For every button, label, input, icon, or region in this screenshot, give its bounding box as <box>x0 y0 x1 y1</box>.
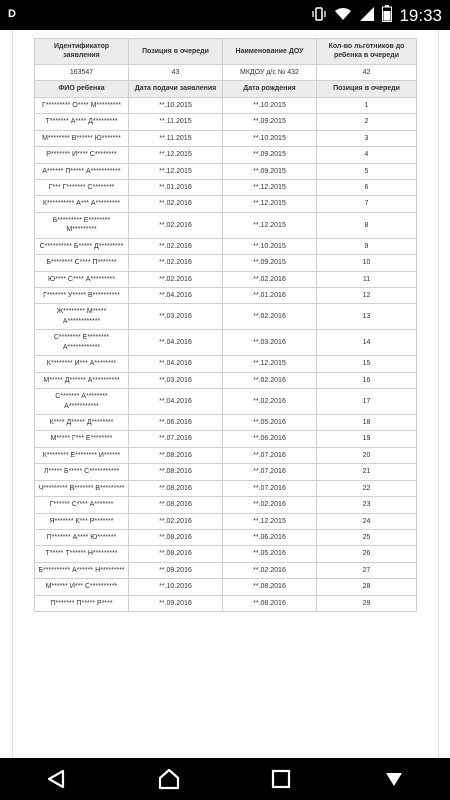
birth-date-cell: **.02.2016 <box>223 304 317 330</box>
header-position: Позиция в очереди <box>317 81 417 97</box>
application-date-cell: **.02.2016 <box>129 238 223 254</box>
application-date-cell: **.02.2016 <box>129 212 223 238</box>
page-content <box>0 30 450 758</box>
birth-date-cell: **.12.2015 <box>223 196 317 212</box>
table-row <box>35 530 417 546</box>
birth-date-cell: **.05.2016 <box>223 414 317 430</box>
position-cell: 12 <box>317 288 417 304</box>
header-application-id: Идентификатор заявления <box>35 39 129 65</box>
table-row <box>35 389 417 415</box>
birth-date-cell: **.02.2016 <box>223 372 317 388</box>
status-time: 19:33 <box>399 6 442 25</box>
table-row <box>35 130 417 146</box>
table-row <box>35 288 417 304</box>
application-date-cell: **.03.2016 <box>129 304 223 330</box>
child-name-cell: Г********* О**** М********* <box>35 97 129 113</box>
position-cell: 8 <box>317 212 417 238</box>
child-name-cell: Л***** Б***** С*********** <box>35 464 129 480</box>
position-cell: 25 <box>317 530 417 546</box>
birth-date-cell: **.10.2015 <box>223 97 317 113</box>
position-cell: 28 <box>317 579 417 595</box>
child-name-cell: С********** Б***** Д********* <box>35 238 129 254</box>
table-row <box>35 163 417 179</box>
birth-date-cell: **.01.2016 <box>223 288 317 304</box>
child-name-cell: М***** Д****** А********** <box>35 372 129 388</box>
application-date-cell: **.04.2016 <box>129 330 223 356</box>
application-date-cell: **.08.2016 <box>129 530 223 546</box>
child-name-cell: К******** Е******** И****** <box>35 447 129 463</box>
application-date-cell: **.04.2016 <box>129 356 223 372</box>
child-name-cell: М***** Г*** Е******** <box>35 431 129 447</box>
position-cell: 6 <box>317 179 417 195</box>
recent-apps-icon <box>271 769 291 789</box>
header-privileged-count: Кол-во льготников до ребенка в очереди <box>317 39 417 65</box>
application-date-cell: **.11.2015 <box>129 114 223 130</box>
table-row <box>35 330 417 356</box>
position-cell: 14 <box>317 330 417 356</box>
application-date-cell: **.02.2016 <box>129 513 223 529</box>
birth-date-cell: **.02.2016 <box>223 271 317 287</box>
birth-date-cell: **.03.2016 <box>223 330 317 356</box>
home-icon <box>157 767 181 791</box>
position-cell: 4 <box>317 147 417 163</box>
position-cell: 23 <box>317 497 417 513</box>
child-name-cell: Г****** С**** А******* <box>35 497 129 513</box>
value-privileged-count: 42 <box>317 64 417 80</box>
application-date-cell: **.04.2016 <box>129 288 223 304</box>
position-cell: 13 <box>317 304 417 330</box>
birth-date-cell: **.09.2015 <box>223 163 317 179</box>
child-name-cell: Т******* А**** Д********* <box>35 114 129 130</box>
position-cell: 11 <box>317 271 417 287</box>
header-application-date: Дата подачи заявления <box>129 81 223 97</box>
child-name-cell: Р******* И**** С******** <box>35 147 129 163</box>
child-name-cell: К********** А*** А********* <box>35 196 129 212</box>
application-date-cell: **.08.2016 <box>129 497 223 513</box>
application-date-cell: **.08.2016 <box>129 464 223 480</box>
child-name-cell: Г******* У***** В********** <box>35 288 129 304</box>
table-row <box>35 595 417 611</box>
application-date-cell: **.10.2015 <box>129 97 223 113</box>
table-row <box>35 97 417 113</box>
table-row <box>35 372 417 388</box>
position-cell: 3 <box>317 130 417 146</box>
table-row <box>35 196 417 212</box>
table-row <box>35 356 417 372</box>
table-row <box>35 147 417 163</box>
child-name-cell: К******** И*** А******** <box>35 356 129 372</box>
application-date-cell: **.07.2016 <box>129 431 223 447</box>
status-bar <box>0 0 450 30</box>
birth-date-cell: **.09.2015 <box>223 147 317 163</box>
table-row <box>35 562 417 578</box>
birth-date-cell: **.12.2015 <box>223 356 317 372</box>
child-name-cell: Г*** Г******* С******** <box>35 179 129 195</box>
table-row <box>35 414 417 430</box>
table-row <box>35 238 417 254</box>
child-name-cell: Б********* Е******** М********* <box>35 212 129 238</box>
table-row <box>35 304 417 330</box>
header-birth-date: Дата рождения <box>223 81 317 97</box>
position-cell: 29 <box>317 595 417 611</box>
application-date-cell: **.10.2016 <box>129 579 223 595</box>
summary-header-row <box>35 39 417 65</box>
application-date-cell: **.04.2016 <box>129 389 223 415</box>
position-cell: 26 <box>317 546 417 562</box>
application-date-cell: **.12.2015 <box>129 163 223 179</box>
child-name-cell: П******* П***** Р**** <box>35 595 129 611</box>
table-row <box>35 546 417 562</box>
birth-date-cell: **.07.2016 <box>223 447 317 463</box>
child-name-cell: С******** Е******** А************ <box>35 330 129 356</box>
table-row <box>35 114 417 130</box>
child-name-cell: Б******** С**** П******* <box>35 255 129 271</box>
birth-date-cell: **.07.2016 <box>223 480 317 496</box>
position-cell: 10 <box>317 255 417 271</box>
birth-date-cell: **.02.2016 <box>223 389 317 415</box>
queue-table <box>34 38 417 612</box>
recent-apps-button[interactable] <box>261 759 301 799</box>
signal-icon <box>359 6 375 27</box>
birth-date-cell: **.08.2016 <box>223 579 317 595</box>
position-cell: 24 <box>317 513 417 529</box>
child-name-cell: Т***** Т****** Н********* <box>35 546 129 562</box>
child-name-cell: К**** Д***** Д******** <box>35 414 129 430</box>
chevron-down-icon <box>384 769 404 789</box>
table-row <box>35 497 417 513</box>
position-cell: 15 <box>317 356 417 372</box>
wifi-icon <box>334 6 352 27</box>
birth-date-cell: **.10.2015 <box>223 130 317 146</box>
child-name-cell: Ж******** М***** А************ <box>35 304 129 330</box>
back-icon <box>45 768 67 790</box>
application-date-cell: **.02.2016 <box>129 255 223 271</box>
birth-date-cell: **.10.2015 <box>223 238 317 254</box>
child-name-cell: Б********** А****** Н********* <box>35 562 129 578</box>
table-row <box>35 212 417 238</box>
table-row <box>35 464 417 480</box>
header-child-name: ФИО ребенка <box>35 81 129 97</box>
battery-icon <box>382 5 392 27</box>
position-cell: 7 <box>317 196 417 212</box>
hide-keyboard-button[interactable] <box>374 759 414 799</box>
birth-date-cell: **.09.2015 <box>223 255 317 271</box>
header-queue-position: Позиция в очереди <box>129 39 223 65</box>
list-header-row <box>35 81 417 97</box>
notification-app-icon: D <box>8 8 16 20</box>
position-cell: 22 <box>317 480 417 496</box>
table-row <box>35 179 417 195</box>
application-date-cell: **.06.2016 <box>129 414 223 430</box>
back-button[interactable] <box>36 759 76 799</box>
application-date-cell: **.09.2016 <box>129 562 223 578</box>
child-name-cell: М****** И*** С********** <box>35 579 129 595</box>
position-cell: 5 <box>317 163 417 179</box>
application-date-cell: **.12.2015 <box>129 147 223 163</box>
application-date-cell: **.02.2016 <box>129 196 223 212</box>
child-name-cell: Я******* К*** Р******* <box>35 513 129 529</box>
application-date-cell: **.09.2016 <box>129 595 223 611</box>
value-queue-position: 43 <box>129 64 223 80</box>
position-cell: 18 <box>317 414 417 430</box>
child-name-cell: Ч********* В******* В********* <box>35 480 129 496</box>
table-row <box>35 579 417 595</box>
application-date-cell: **.08.2016 <box>129 447 223 463</box>
position-cell: 19 <box>317 431 417 447</box>
table-row <box>35 480 417 496</box>
header-kindergarten-name: Наименование ДОУ <box>223 39 317 65</box>
birth-date-cell: **.02.2016 <box>223 497 317 513</box>
child-name-cell: П******* А**** Ю******* <box>35 530 129 546</box>
table-row <box>35 255 417 271</box>
birth-date-cell: **.12.2015 <box>223 513 317 529</box>
table-row <box>35 431 417 447</box>
birth-date-cell: **.12.2015 <box>223 179 317 195</box>
application-date-cell: **.08.2016 <box>129 480 223 496</box>
child-name-cell: М******** В****** Ю******* <box>35 130 129 146</box>
birth-date-cell: **.05.2016 <box>223 546 317 562</box>
child-name-cell: Ю**** С**** А********* <box>35 271 129 287</box>
application-date-cell: **.11.2015 <box>129 130 223 146</box>
birth-date-cell: **.06.2016 <box>223 431 317 447</box>
table-row <box>35 513 417 529</box>
vibrate-icon <box>311 6 327 27</box>
position-cell: 2 <box>317 114 417 130</box>
table-row <box>35 447 417 463</box>
child-name-cell: С******* А******** А*********** <box>35 389 129 415</box>
application-date-cell: **.02.2016 <box>129 271 223 287</box>
position-cell: 20 <box>317 447 417 463</box>
application-date-cell: **.03.2016 <box>129 372 223 388</box>
position-cell: 21 <box>317 464 417 480</box>
value-kindergarten-name: МКДОУ д/с № 432 <box>223 64 317 80</box>
table-row <box>35 271 417 287</box>
application-date-cell: **.01.2016 <box>129 179 223 195</box>
position-cell: 27 <box>317 562 417 578</box>
value-application-id: 163547 <box>35 64 129 80</box>
child-name-cell: А****** П***** А*********** <box>35 163 129 179</box>
birth-date-cell: **.12.2015 <box>223 212 317 238</box>
birth-date-cell: **.08.2016 <box>223 595 317 611</box>
birth-date-cell: **.09.2015 <box>223 114 317 130</box>
application-date-cell: **.08.2016 <box>129 546 223 562</box>
navigation-bar <box>0 758 450 800</box>
birth-date-cell: **.06.2016 <box>223 530 317 546</box>
position-cell: 1 <box>317 97 417 113</box>
position-cell: 17 <box>317 389 417 415</box>
position-cell: 9 <box>317 238 417 254</box>
birth-date-cell: **.07.2016 <box>223 464 317 480</box>
home-button[interactable] <box>149 759 189 799</box>
position-cell: 16 <box>317 372 417 388</box>
birth-date-cell: **.02.2016 <box>223 562 317 578</box>
summary-value-row <box>35 64 417 80</box>
